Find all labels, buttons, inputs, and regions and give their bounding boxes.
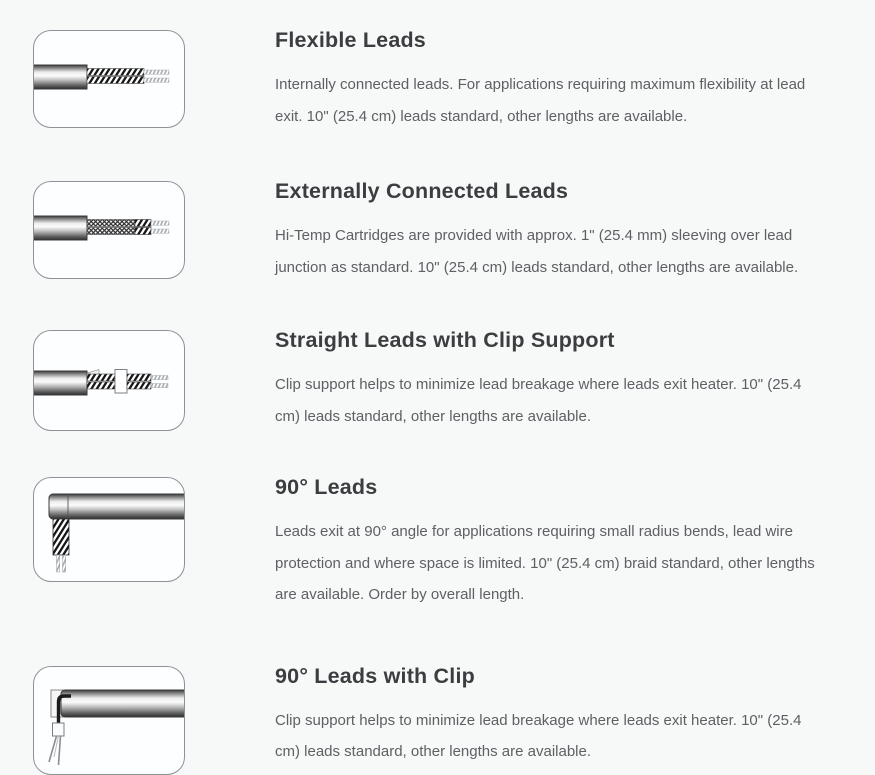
cartridge-heater-90-degree-leads-diagram-icon <box>34 478 184 581</box>
90-degree-leads-with-clip-thumbnail <box>33 666 185 775</box>
straight-leads-with-clip-thumbnail <box>33 330 185 431</box>
list-item-flexible-leads <box>33 30 875 132</box>
cartridge-heater-flexible-leads-diagram-icon <box>34 31 184 127</box>
90-degree-leads-thumbnail <box>33 477 185 582</box>
item-description: Clip support helps to minimize lead breakage where leads exit heater. 10" (25.4 cm) leads standard, other lengths are available. <box>275 711 802 760</box>
item-text-block <box>275 330 820 432</box>
item-title: 90° Leads with Clip <box>275 663 475 688</box>
item-text-block <box>275 477 820 611</box>
list-item-straight-leads-with-clip <box>33 330 875 432</box>
cartridge-heater-straight-leads-with-clip-diagram-icon <box>34 331 184 430</box>
item-description: Internally connected leads. For applications requiring maximum flexibility at lead exit. 10" (25.4 cm) leads standard, other lengths are available. <box>275 76 806 125</box>
flexible-leads-thumbnail <box>33 30 185 128</box>
item-description: Leads exit at 90° angle for applications requiring small radius bends, lead wire protection and where space is limited. 10" (25.4 cm) braid standard, other lengths are available. Order by overall length. <box>275 523 815 603</box>
item-text-block <box>275 30 820 132</box>
cartridge-heater-90-degree-leads-with-clip-diagram-icon <box>34 667 184 774</box>
item-description: Clip support helps to minimize lead breakage where leads exit heater. 10" (25.4 cm) leads standard, other lengths are available. <box>275 376 802 425</box>
item-title: Straight Leads with Clip Support <box>275 328 615 352</box>
item-title: Flexible Leads <box>275 28 426 52</box>
externally-connected-leads-thumbnail <box>33 181 185 279</box>
cartridge-heater-externally-connected-leads-diagram-icon <box>34 182 184 278</box>
item-title: 90° Leads <box>275 475 378 499</box>
list-item-90-degree-leads-with-clip <box>33 663 875 775</box>
item-description: Hi-Temp Cartridges are provided with approx. 1" (25.4 mm) sleeving over lead junction as standard. 10" (25.4 cm) leads standard, other lengths are available. <box>275 227 799 276</box>
list-item-externally-connected-leads <box>33 181 875 283</box>
list-item-90-degree-leads <box>33 477 875 611</box>
item-text-block <box>275 181 820 283</box>
item-text-block <box>275 663 820 768</box>
item-title: Externally Connected Leads <box>275 179 569 203</box>
